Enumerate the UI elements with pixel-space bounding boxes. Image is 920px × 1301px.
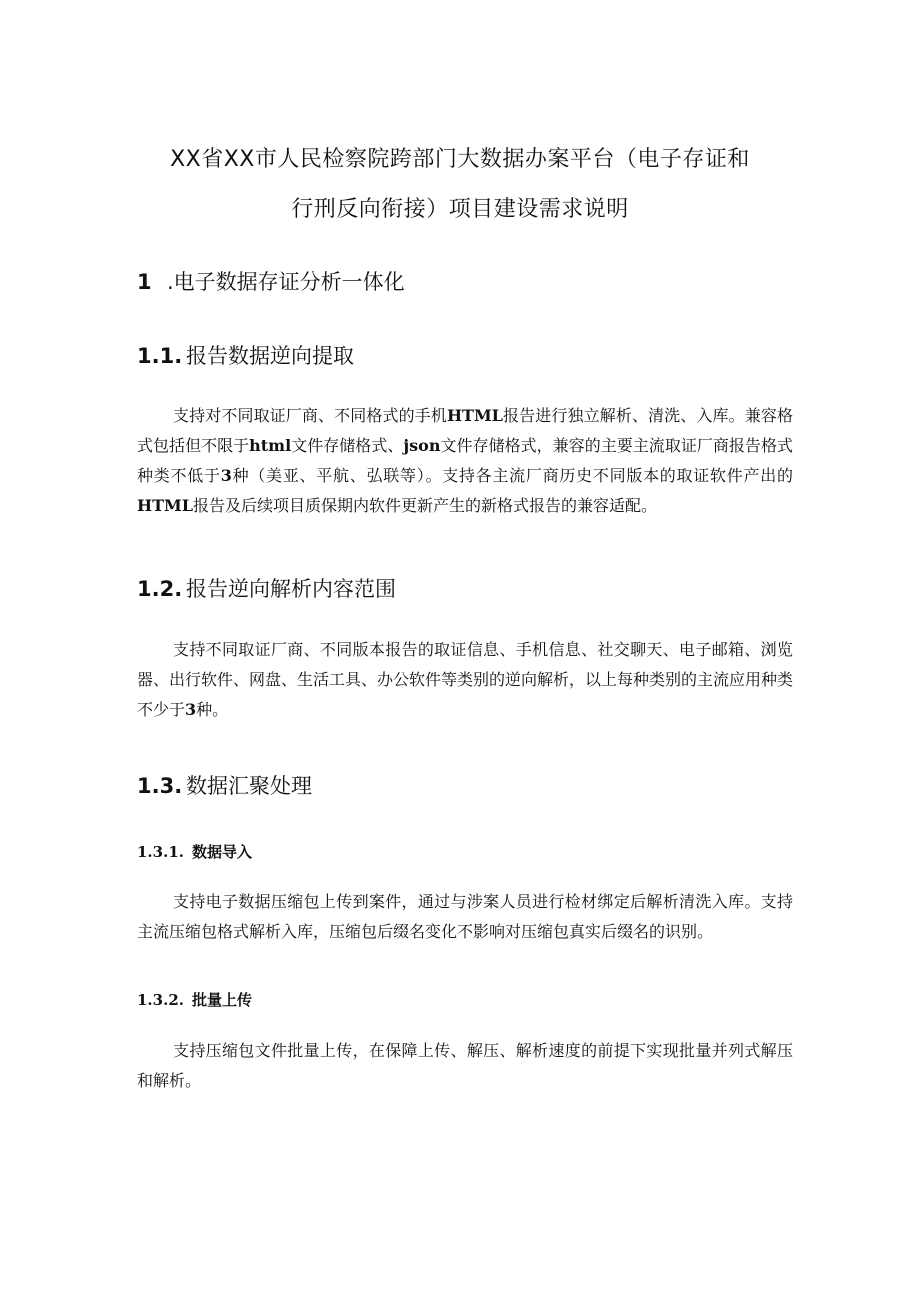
section-1-2-paragraph: 支持不同取证厂商、不同版本报告的取证信息、手机信息、社交聊天、电子邮箱、浏览器、出行软件、网盘、生活工具、办公软件等类别的逆向解析，以上每种类别的主流应用种类不少于3种。 <box>137 640 794 719</box>
section-title: 数据汇聚处理 <box>186 774 312 798</box>
section-number: 1 <box>137 270 152 294</box>
section-1-3-heading <box>137 770 312 800</box>
section-title: 报告数据逆向提取 <box>186 344 354 368</box>
document-title-line-2: 行刑反向衔接）项目建设需求说明 <box>291 197 629 222</box>
section-1-2-heading <box>137 573 396 603</box>
document-title-line-1: XX省XX市人民检察院跨部门大数据办案平台（电子存证和 <box>170 147 750 172</box>
section-1-3-2-paragraph: 支持压缩包文件批量上传，在保障上传、解压、解析速度的前提下实现批量并列式解压和解析。 <box>137 1041 793 1090</box>
section-title: 数据导入 <box>192 843 253 861</box>
section-number: 1.1. <box>137 344 183 368</box>
section-1-1-heading <box>137 340 354 370</box>
section-number: 1.3.1. <box>137 843 184 861</box>
section-1-1-paragraph: 支持对不同取证厂商、不同格式的手机HTML报告进行独立解析、清洗、入库。兼容格式包括但不限于html文件存储格式、json文件存储格式，兼容的主要主流取证厂商报告格式种类不低于3种（美亚、平航、弘联等）。支持各主流厂商历史不同版本的取证软件产出的HTML报告及后续项目质保期内软件更新产生的新格式报告的兼容适配。 <box>137 406 793 515</box>
section-1-3-1-paragraph: 支持电子数据压缩包上传到案件，通过与涉案人员进行检材绑定后解析清洗入库。支持主流压缩包格式解析入库，压缩包后缀名变化不影响对压缩包真实后缀名的识别。 <box>137 892 793 941</box>
section-number: 1.2. <box>137 577 183 601</box>
section-number: 1.3. <box>137 774 183 798</box>
section-1-heading <box>137 266 405 296</box>
section-title: 报告逆向解析内容范围 <box>186 577 396 601</box>
section-number: 1.3.2. <box>137 991 184 1009</box>
section-1-3-2-heading <box>137 989 252 1010</box>
section-title: 批量上传 <box>192 991 253 1009</box>
section-title: .电子数据存证分析一体化 <box>167 270 405 294</box>
section-1-3-1-heading <box>137 841 252 862</box>
